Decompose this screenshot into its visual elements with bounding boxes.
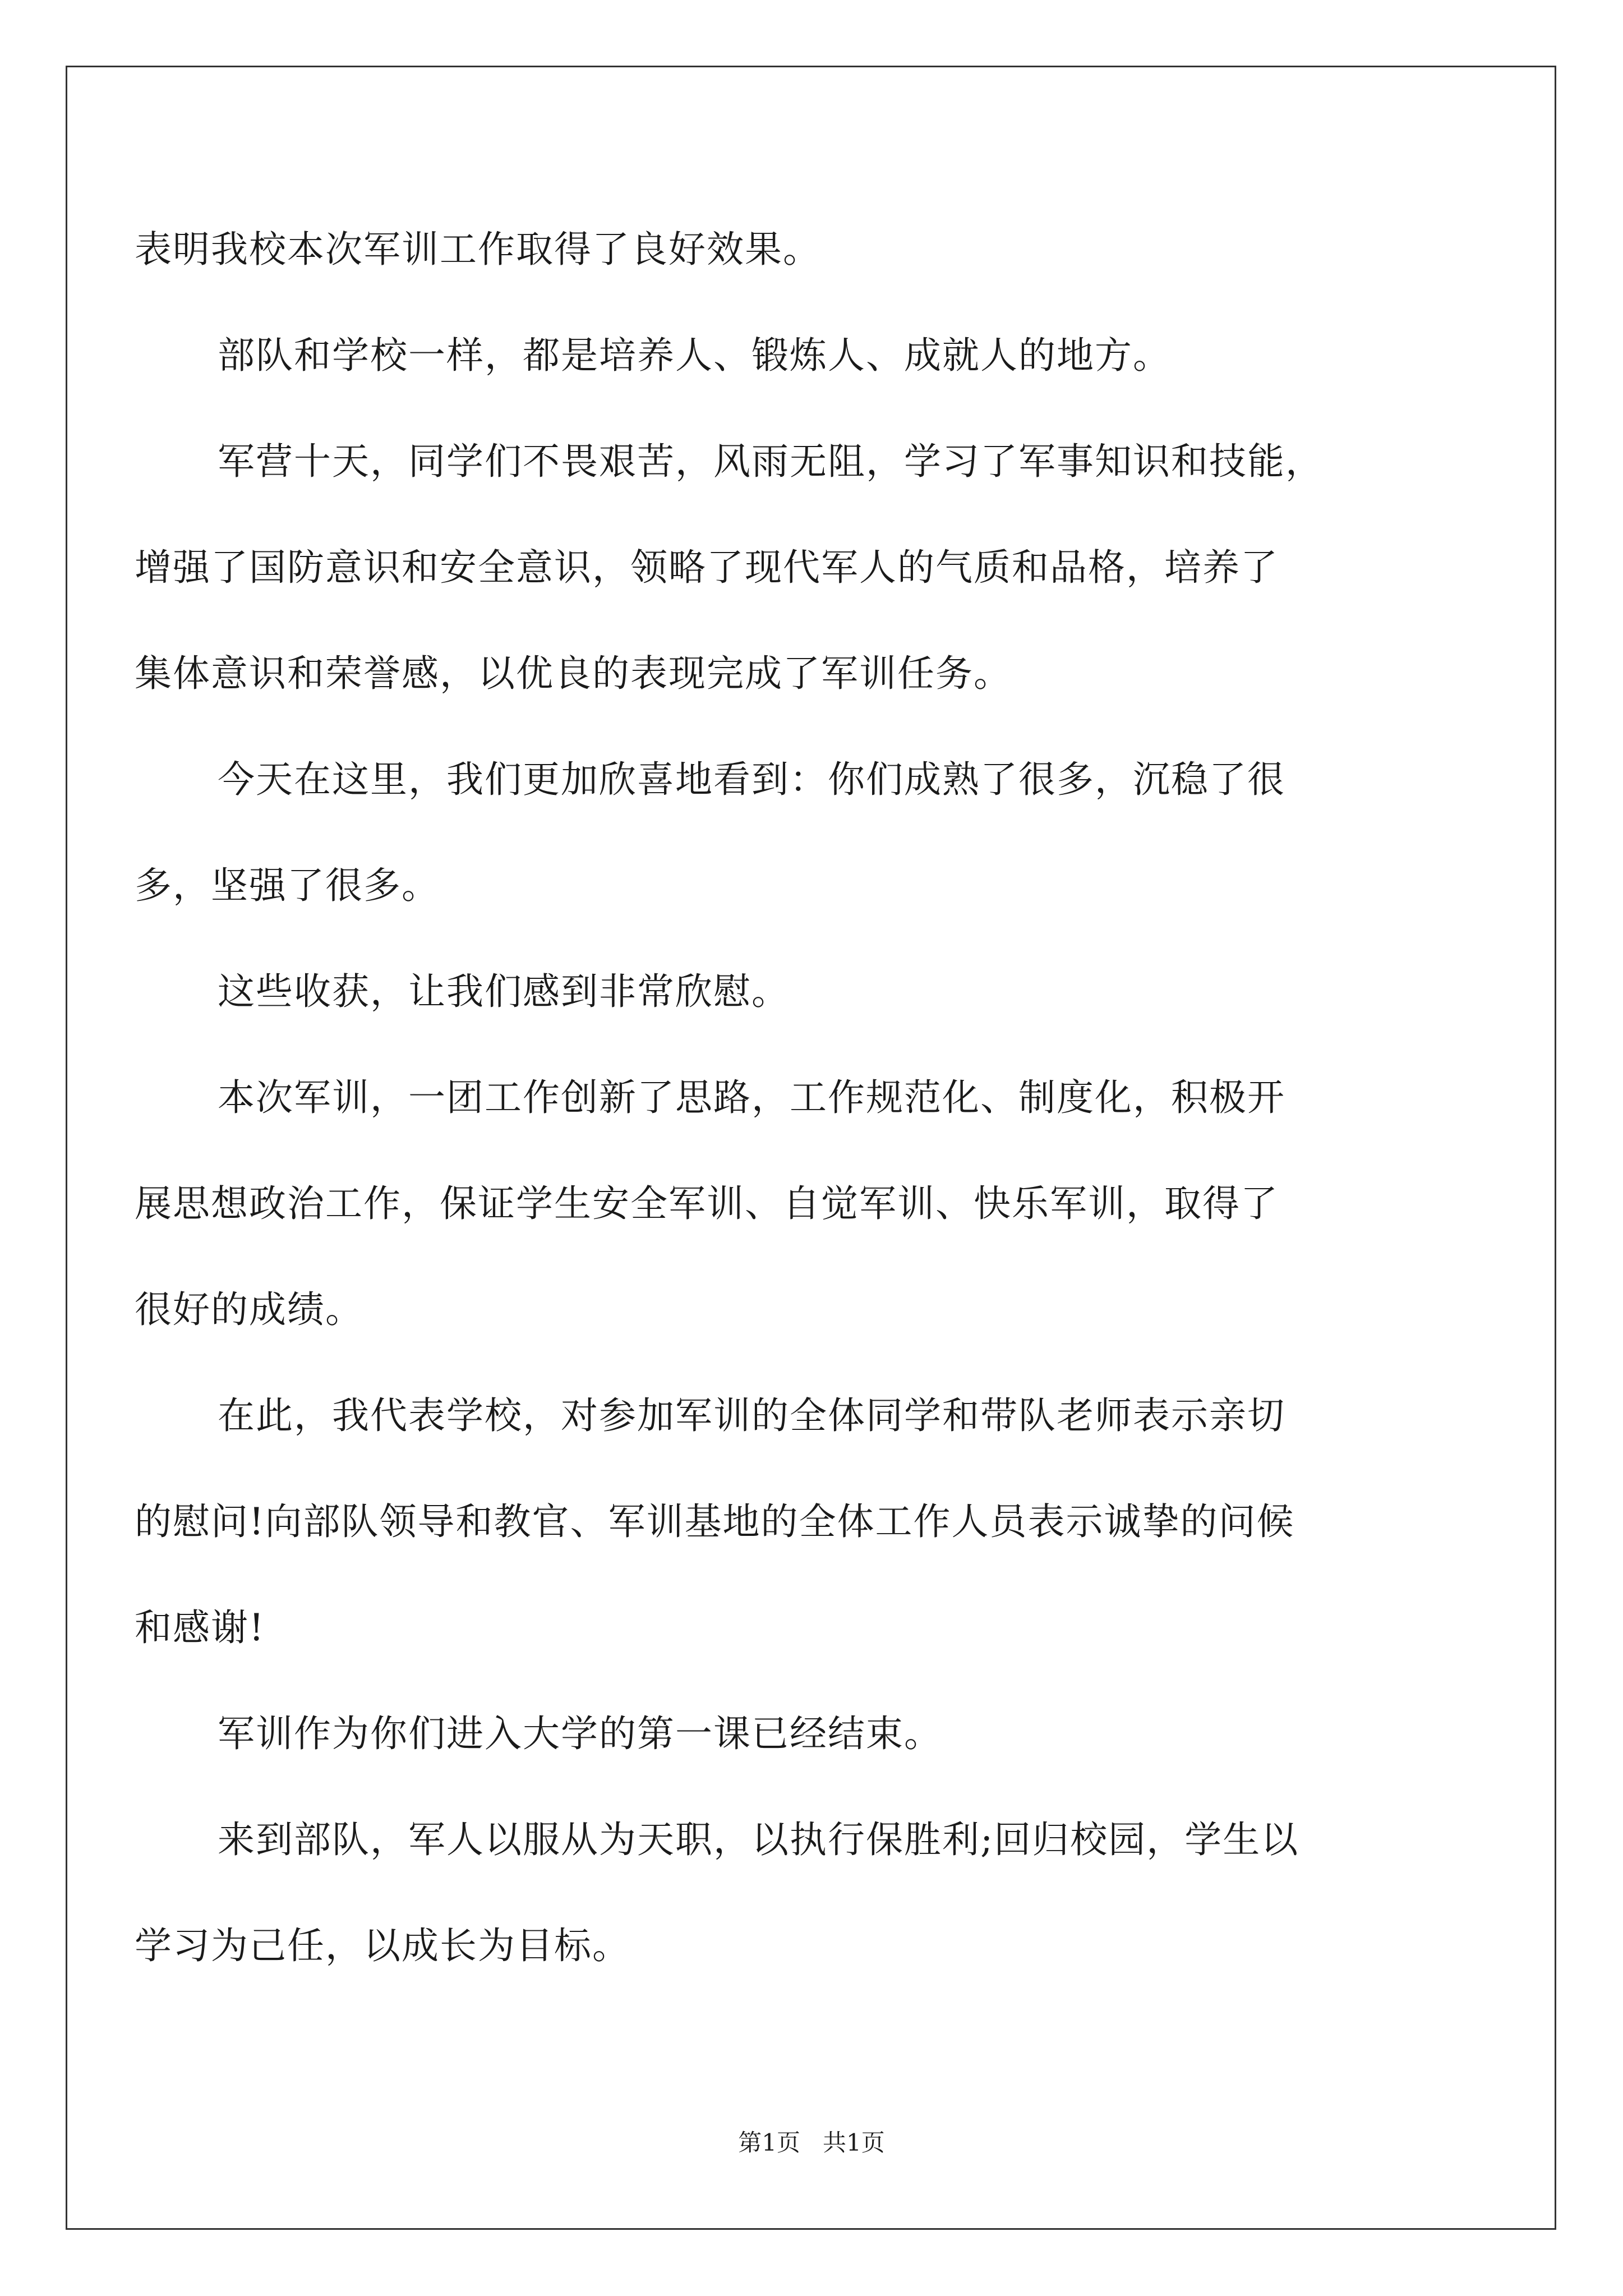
text-line: 本次军训，一团工作创新了思路，工作规范化、制度化，积极开 [218, 1076, 1285, 1119]
text-line: 表明我校本次军训工作取得了良好效果。 [135, 228, 821, 271]
text-line: 很好的成绩。 [135, 1288, 363, 1331]
text-line: 的慰问!向部队领导和教官、军训基地的全体工作人员表示诚挚的问候 [135, 1500, 1295, 1543]
text-line: 来到部队，军人以服从为天职，以执行保胜利;回归校园，学生以 [218, 1818, 1299, 1861]
text-line: 军营十天，同学们不畏艰苦，风雨无阻，学习了军事知识和技能， [218, 440, 1324, 483]
text-line: 集体意识和荣誉感，以优良的表现完成了军训任务。 [135, 652, 1012, 695]
text-line: 展思想政治工作，保证学生安全军训、自觉军训、快乐军训，取得了 [135, 1182, 1279, 1225]
text-line: 学习为己任，以成长为目标。 [135, 1924, 630, 1967]
text-line: 多，坚强了很多。 [135, 864, 440, 907]
text-line: 在此，我代表学校，对参加军训的全体同学和带队老师表示亲切 [218, 1394, 1285, 1437]
text-line: 和感谢! [135, 1606, 265, 1649]
text-line: 部队和学校一样，都是培养人、锻炼人、成就人的地方。 [218, 334, 1171, 377]
page-frame [66, 66, 1556, 2230]
page-number-footer: 第1页 共1页 [738, 2129, 885, 2156]
text-line: 增强了国防意识和安全意识，领略了现代军人的气质和品格，培养了 [135, 546, 1279, 589]
text-line: 这些收获，让我们感到非常欣慰。 [218, 970, 790, 1013]
text-line: 今天在这里，我们更加欣喜地看到：你们成熟了很多，沉稳了很 [218, 758, 1285, 801]
text-line: 军训作为你们进入大学的第一课已经结束。 [218, 1712, 942, 1755]
